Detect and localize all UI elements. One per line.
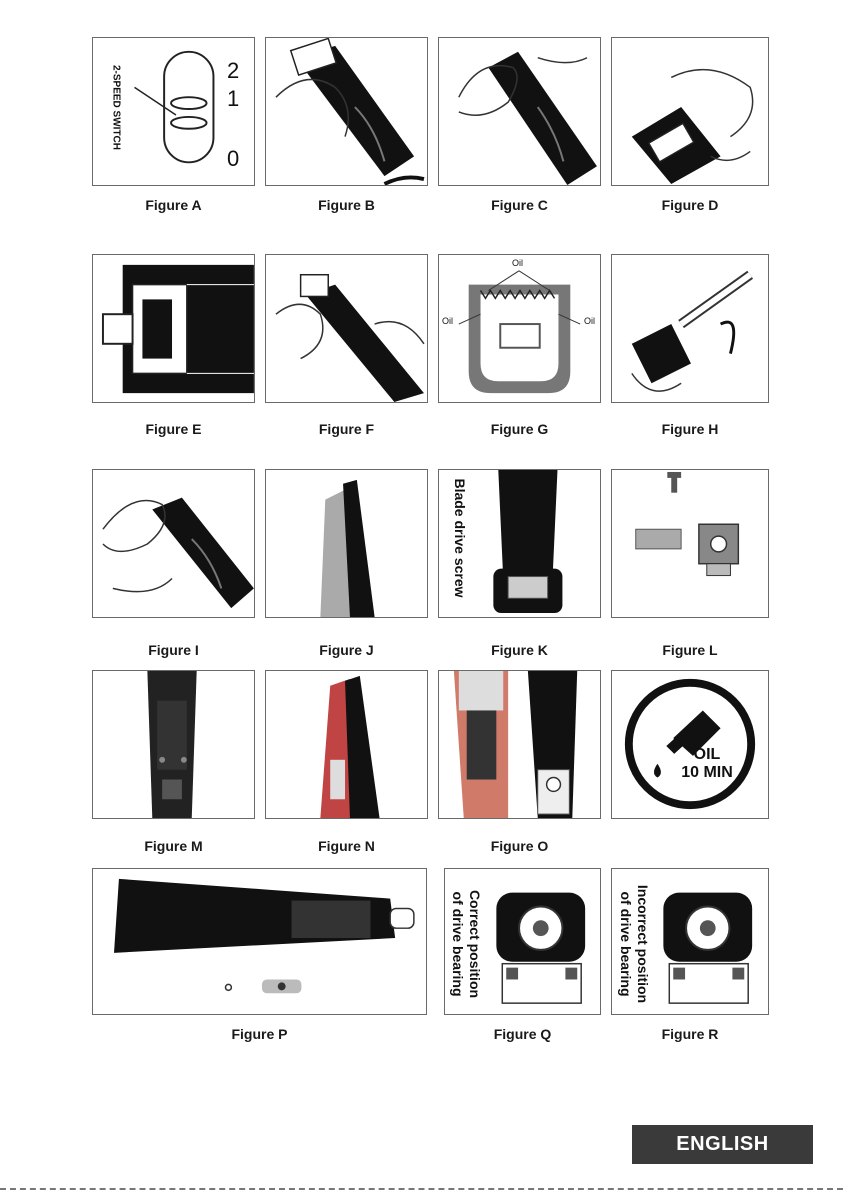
oil-icon-text-2: 10 MIN [681, 764, 733, 781]
oil-icon-text-1: OIL [693, 746, 721, 763]
figure-f-image [265, 254, 428, 403]
page-bottom-divider [0, 1188, 843, 1190]
figure-q-caption: Figure Q [493, 1026, 552, 1042]
figure-g-oil-top: Oil [512, 258, 523, 268]
figure-r-caption: Figure R [661, 1026, 719, 1042]
figure-m-image [92, 670, 255, 819]
figure-h-caption: Figure H [661, 421, 719, 437]
figure-r-text-2: of drive bearing [618, 891, 634, 997]
oil-bottle-icon [612, 671, 768, 818]
figure-l-image [611, 469, 769, 618]
figure-i-caption: Figure I [148, 642, 199, 658]
figure-j-image [265, 469, 428, 618]
figure-q-text-2: of drive bearing [450, 891, 466, 997]
figure-h-image [611, 254, 769, 403]
figure-b-caption: Figure B [318, 197, 375, 213]
figure-o-caption: Figure O [490, 838, 549, 854]
figure-a-caption: Figure A [145, 197, 202, 213]
figure-m-caption: Figure M [144, 838, 203, 854]
figure-f-caption: Figure F [318, 421, 375, 437]
figure-r-text-1: Incorrect position [635, 884, 651, 1004]
figure-a-speed-0: 0 [227, 146, 240, 171]
figure-a-speed-1: 1 [227, 86, 240, 111]
figure-b-image [265, 37, 428, 186]
figure-e-image [92, 254, 255, 403]
figure-k-label: Blade drive screw [452, 478, 468, 598]
figure-n-caption: Figure N [318, 838, 375, 854]
figure-k-caption: Figure K [491, 642, 548, 658]
figure-p-image [92, 868, 427, 1015]
figure-i-image [92, 469, 255, 618]
figure-c-caption: Figure C [491, 197, 548, 213]
figure-e-caption: Figure E [145, 421, 202, 437]
figure-d-caption: Figure D [661, 197, 719, 213]
figure-g-caption: Figure G [490, 421, 549, 437]
figure-g-oil-right: Oil [584, 316, 595, 326]
figure-a-switch-label: 2-SPEED SWITCH [110, 64, 122, 150]
figure-d-image [611, 37, 769, 186]
figure-oil-icon-panel [611, 670, 769, 819]
figure-q-text-1: Correct position [467, 889, 483, 999]
figure-p-caption: Figure P [231, 1026, 288, 1042]
figure-a-speed-2: 2 [227, 58, 240, 83]
language-tab: ENGLISH [632, 1125, 813, 1164]
figure-g-image [438, 254, 601, 403]
figure-n-image [265, 670, 428, 819]
figure-g-oil-left: Oil [442, 316, 453, 326]
figure-j-caption: Figure J [319, 642, 374, 658]
figure-o-image [438, 670, 601, 819]
figure-l-caption: Figure L [662, 642, 718, 658]
figure-c-image [438, 37, 601, 186]
